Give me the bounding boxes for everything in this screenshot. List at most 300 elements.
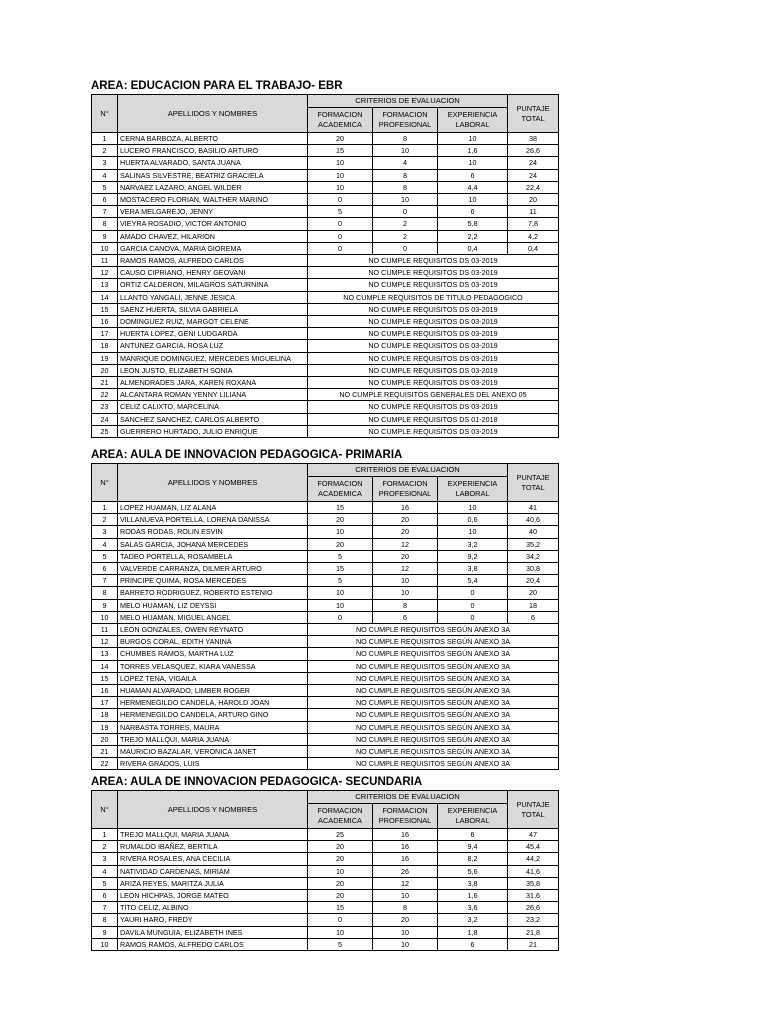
table-row: [92, 340, 559, 352]
table-row: [92, 413, 559, 425]
row-name: TADEO PORTELLA, ROSAMBELA: [118, 550, 308, 562]
row-academic-score: 10: [308, 181, 373, 193]
header-total: [508, 464, 559, 502]
row-name: MOSTACERO FLORIAN, WALTHER MARINO: [118, 194, 308, 206]
row-professional-score: 10: [373, 938, 438, 950]
row-name: LLANTO YANGALI, JENNE JESICA: [118, 291, 308, 303]
header-labor: [438, 804, 508, 829]
row-labor-score: 5,4: [438, 575, 508, 587]
row-number: 7: [92, 575, 118, 587]
row-name: RIVERA GRADOS, LUIS: [118, 758, 308, 770]
row-professional-score: 4: [373, 157, 438, 169]
row-status-message: NO CUMPLE REQUISITOS SEGÚN ANEXO 3A: [308, 746, 559, 758]
row-labor-score: 1,8: [438, 926, 508, 938]
row-name: RUMALDO IBAÑEZ, BERTILA: [118, 841, 308, 853]
table-row: [92, 902, 559, 914]
row-number: 19: [92, 352, 118, 364]
row-professional-score: 8: [373, 169, 438, 181]
row-name: GUERRERO HURTADO, JULIO ENRIQUE: [118, 425, 308, 437]
evaluation-table: [91, 790, 559, 951]
row-academic-score: 20: [308, 841, 373, 853]
row-academic-score: 20: [308, 877, 373, 889]
row-academic-score: 25: [308, 829, 373, 841]
row-number: 5: [92, 181, 118, 193]
row-professional-score: 2: [373, 218, 438, 230]
table-row: [92, 279, 559, 291]
header-academic-line2: ACADEMICA: [318, 120, 362, 129]
row-professional-score: 16: [373, 853, 438, 865]
header-total-line1: PUNTAJE: [516, 799, 550, 809]
table-row: [92, 255, 559, 267]
header-total-line2: TOTAL: [521, 482, 545, 492]
row-name: ARIZA REYES, MARITZA JULIA: [118, 877, 308, 889]
header-academic-line1: FORMACION: [317, 806, 363, 815]
row-status-message: NO CUMPLE REQUISITOS SEGÚN ANEXO 3A: [308, 709, 559, 721]
row-total-score: 41,6: [508, 865, 559, 877]
row-status-message: NO CUMPLE REQUISITOS SEGÚN ANEXO 3A: [308, 685, 559, 697]
row-number: 2: [92, 514, 118, 526]
row-professional-score: 12: [373, 538, 438, 550]
row-status-message: NO CUMPLE REQUISITOS DS 03-2019: [308, 328, 559, 340]
row-number: 4: [92, 169, 118, 181]
row-academic-score: 20: [308, 890, 373, 902]
header-academic-line1: FORMACION: [317, 479, 363, 488]
row-professional-score: 20: [373, 526, 438, 538]
header-criteria: CRITERIOS DE EVALUACION: [308, 791, 508, 804]
table-row: [92, 611, 559, 623]
row-name: HUERTA LOPEZ, GENI LUDGARDA: [118, 328, 308, 340]
row-labor-score: 0: [438, 587, 508, 599]
table-row: [92, 938, 559, 950]
row-professional-score: 26: [373, 865, 438, 877]
row-number: 8: [92, 218, 118, 230]
row-number: 10: [92, 611, 118, 623]
table-row: [92, 328, 559, 340]
row-name: LOPEZ TENA, VIGAILA: [118, 672, 308, 684]
row-number: 9: [92, 230, 118, 242]
row-total-score: 7,8: [508, 218, 559, 230]
row-academic-score: 10: [308, 599, 373, 611]
row-name: BURGOS CORAL, EDITH YANINA: [118, 636, 308, 648]
row-name: AMADO CHAVEZ, HILARION: [118, 230, 308, 242]
row-labor-score: 0,6: [438, 514, 508, 526]
table-row: [92, 242, 559, 254]
row-professional-score: 20: [373, 550, 438, 562]
table-row: [92, 526, 559, 538]
row-professional-score: 10: [373, 587, 438, 599]
row-number: 13: [92, 279, 118, 291]
row-name: HERMENEGILDO CANDELA, HAROLD JOAN: [118, 697, 308, 709]
row-total-score: 22,4: [508, 181, 559, 193]
area-title: AREA: EDUCACION PARA EL TRABAJO- EBR: [91, 80, 343, 92]
row-labor-score: 10: [438, 502, 508, 514]
row-academic-score: 10: [308, 157, 373, 169]
row-total-score: 20: [508, 587, 559, 599]
row-academic-score: 0: [308, 230, 373, 242]
table-row: [92, 206, 559, 218]
row-total-score: 26,6: [508, 902, 559, 914]
row-academic-score: 10: [308, 169, 373, 181]
header-academic: [308, 804, 373, 829]
row-number: 18: [92, 709, 118, 721]
row-name: ALCANTARA ROMAN YENNY LILIANA: [118, 389, 308, 401]
row-academic-score: 15: [308, 563, 373, 575]
table-row: [92, 829, 559, 841]
row-name: GARCIA CANOVA, MARIA GIOREMA: [118, 242, 308, 254]
row-name: SALINAS SILVESTRE, BEATRIZ GRACIELA: [118, 169, 308, 181]
row-professional-score: 0: [373, 206, 438, 218]
header-labor-line2: LABORAL: [455, 120, 490, 129]
evaluation-section: [91, 775, 558, 951]
row-total-score: 21: [508, 938, 559, 950]
row-number: 22: [92, 758, 118, 770]
header-academic: [308, 477, 373, 502]
row-number: 1: [92, 502, 118, 514]
row-status-message: NO CUMPLE REQUISITOS SEGÚN ANEXO 3A: [308, 733, 559, 745]
row-status-message: NO CUMPLE REQUISITOS SEGÚN ANEXO 3A: [308, 721, 559, 733]
row-professional-score: 16: [373, 841, 438, 853]
row-number: 5: [92, 877, 118, 889]
row-name: NARVAEZ LAZARO, ANGEL WILDER: [118, 181, 308, 193]
evaluation-section: [91, 448, 558, 770]
row-number: 11: [92, 255, 118, 267]
row-labor-score: 3,2: [438, 538, 508, 550]
evaluation-table: [91, 94, 559, 438]
table-row: [92, 624, 559, 636]
row-name: RODAS RODAS, ROLIN ESVIN: [118, 526, 308, 538]
row-name: TREJO MALLQUI, MARIA JUANA: [118, 829, 308, 841]
row-professional-score: 16: [373, 829, 438, 841]
row-name: VILLANUEVA PORTELLA, LORENA DANISSA: [118, 514, 308, 526]
row-professional-score: 10: [373, 194, 438, 206]
row-status-message: NO CUMPLE REQUISITOS DS 03-2019: [308, 425, 559, 437]
row-labor-score: 0,4: [438, 242, 508, 254]
row-academic-score: 10: [308, 926, 373, 938]
row-status-message: NO CUMPLE REQUISITOS DS 03-2019: [308, 340, 559, 352]
header-labor-line1: EXPERIENCIA: [447, 479, 498, 488]
row-name: SAENZ HUERTA, SILVIA GABRIELA: [118, 303, 308, 315]
row-number: 11: [92, 624, 118, 636]
row-professional-score: 20: [373, 514, 438, 526]
row-number: 1: [92, 829, 118, 841]
row-total-score: 20: [508, 194, 559, 206]
header-labor-line2: LABORAL: [455, 489, 490, 498]
row-number: 19: [92, 721, 118, 733]
row-number: 25: [92, 425, 118, 437]
row-name: VERA MELGAREJO, JENNY: [118, 206, 308, 218]
row-name: HUERTA ALVARADO, SANTA JUANA: [118, 157, 308, 169]
table-row: [92, 502, 559, 514]
table-row: [92, 746, 559, 758]
row-professional-score: 12: [373, 563, 438, 575]
row-number: 9: [92, 599, 118, 611]
header-number: N°: [92, 95, 118, 133]
row-name: MELO HUAMAN, MIGUEL ANGEL: [118, 611, 308, 623]
table-row: [92, 709, 559, 721]
header-academic-line2: ACADEMICA: [318, 489, 362, 498]
header-name: APELLIDOS Y NOMBRES: [118, 95, 308, 133]
table-row: [92, 230, 559, 242]
row-number: 12: [92, 267, 118, 279]
header-number: N°: [92, 464, 118, 502]
row-number: 4: [92, 865, 118, 877]
header-academic: [308, 108, 373, 133]
row-total-score: 20,4: [508, 575, 559, 587]
header-professional-line2: PROFESIONAL: [378, 120, 432, 129]
row-professional-score: 8: [373, 902, 438, 914]
row-name: ANTUNEZ GARCIA, ROSA LUZ: [118, 340, 308, 352]
row-name: MANRIQUE DOMINGUEZ, MERCEDES MIGUELINA: [118, 352, 308, 364]
row-number: 22: [92, 389, 118, 401]
row-professional-score: 10: [373, 890, 438, 902]
header-total-line2: TOTAL: [521, 809, 545, 819]
row-labor-score: 5,6: [438, 865, 508, 877]
row-total-score: 35,2: [508, 538, 559, 550]
header-name: APELLIDOS Y NOMBRES: [118, 791, 308, 829]
row-status-message: NO CUMPLE REQUISITOS SEGÚN ANEXO 3A: [308, 660, 559, 672]
row-professional-score: 2: [373, 230, 438, 242]
row-name: RAMOS RAMOS, ALFREDO CARLOS: [118, 255, 308, 267]
row-labor-score: 5,8: [438, 218, 508, 230]
row-number: 5: [92, 550, 118, 562]
header-professional-line1: FORMACION: [382, 479, 428, 488]
table-row: [92, 377, 559, 389]
evaluation-section: [91, 79, 558, 438]
row-name: CERNA BARBOZA, ALBERTO: [118, 133, 308, 145]
row-name: LUCERO FRANCISCO, BASILIO ARTURO: [118, 145, 308, 157]
row-name: PRINCIPE QUIMA, ROSA MERCEDES: [118, 575, 308, 587]
table-row: [92, 389, 559, 401]
row-professional-score: 8: [373, 133, 438, 145]
header-academic-line1: FORMACION: [317, 110, 363, 119]
row-academic-score: 10: [308, 865, 373, 877]
table-row: [92, 169, 559, 181]
row-professional-score: 10: [373, 575, 438, 587]
row-name: DOMINGUEZ RUIZ, MARGOT CELENE: [118, 316, 308, 328]
row-name: NARBASTA TORRES, MAURA: [118, 721, 308, 733]
row-total-score: 11: [508, 206, 559, 218]
row-status-message: NO CUMPLE REQUISITOS DS 03-2019: [308, 401, 559, 413]
row-status-message: NO CUMPLE REQUISITOS SEGÚN ANEXO 3A: [308, 697, 559, 709]
row-number: 2: [92, 145, 118, 157]
row-number: 14: [92, 660, 118, 672]
row-number: 4: [92, 538, 118, 550]
table-row: [92, 218, 559, 230]
table-row: [92, 157, 559, 169]
row-academic-score: 0: [308, 914, 373, 926]
row-labor-score: 10: [438, 133, 508, 145]
header-row: [92, 791, 559, 804]
header-row: [92, 95, 559, 108]
row-total-score: 44,2: [508, 853, 559, 865]
header-total-line1: PUNTAJE: [516, 103, 550, 113]
row-name: VALVERDE CARRANZA, DILMER ARTURO: [118, 563, 308, 575]
row-academic-score: 10: [308, 587, 373, 599]
row-name: NATIVIDAD CARDENAS, MIRIAM: [118, 865, 308, 877]
area-title: AREA: AULA DE INNOVACION PEDAGOGICA- PRIMARIA: [91, 449, 403, 461]
row-name: LEON GONZALES, OWEN REYNATO: [118, 624, 308, 636]
table-row: [92, 514, 559, 526]
row-academic-score: 20: [308, 538, 373, 550]
row-total-score: 0,4: [508, 242, 559, 254]
row-name: RAMOS RAMOS, ALFREDO CARLOS: [118, 938, 308, 950]
row-labor-score: 3,8: [438, 877, 508, 889]
row-total-score: 35,8: [508, 877, 559, 889]
table-row: [92, 303, 559, 315]
row-professional-score: 8: [373, 599, 438, 611]
row-name: RIVERA ROSALES, ANA CECILIA: [118, 853, 308, 865]
row-academic-score: 0: [308, 242, 373, 254]
table-row: [92, 316, 559, 328]
table-row: [92, 890, 559, 902]
header-professional-line2: PROFESIONAL: [378, 816, 432, 825]
row-status-message: NO CUMPLE REQUISITOS DS 03-2019: [308, 352, 559, 364]
row-name: CAUSO CIPRIANO, HENRY GEOVANI: [118, 267, 308, 279]
row-status-message: NO CUMPLE REQUISITOS GENERALES DEL ANEXO 05: [308, 389, 559, 401]
row-academic-score: 20: [308, 514, 373, 526]
row-number: 8: [92, 914, 118, 926]
header-labor-line2: LABORAL: [455, 816, 490, 825]
row-professional-score: 16: [373, 502, 438, 514]
table-row: [92, 401, 559, 413]
header-labor: [438, 108, 508, 133]
row-status-message: NO CUMPLE REQUISITOS DS 01-2018: [308, 413, 559, 425]
row-number: 6: [92, 194, 118, 206]
row-status-message: NO CUMPLE REQUISITOS DS 03-2019: [308, 303, 559, 315]
row-total-score: 18: [508, 599, 559, 611]
row-labor-score: 0: [438, 611, 508, 623]
table-row: [92, 352, 559, 364]
row-professional-score: 10: [373, 926, 438, 938]
row-professional-score: 12: [373, 877, 438, 889]
header-total-line2: TOTAL: [521, 113, 545, 123]
row-total-score: 40: [508, 526, 559, 538]
row-labor-score: 3,2: [438, 914, 508, 926]
table-row: [92, 685, 559, 697]
table-row: [92, 636, 559, 648]
table-row: [92, 721, 559, 733]
row-number: 18: [92, 340, 118, 352]
row-number: 3: [92, 526, 118, 538]
row-number: 3: [92, 157, 118, 169]
row-number: 12: [92, 636, 118, 648]
row-total-score: 26,6: [508, 145, 559, 157]
header-labor: [438, 477, 508, 502]
row-status-message: NO CUMPLE REQUISITOS DE TITULO PEDAGOGICO: [308, 291, 559, 303]
table-row: [92, 672, 559, 684]
row-number: 8: [92, 587, 118, 599]
header-row: [92, 464, 559, 477]
table-row: [92, 853, 559, 865]
row-number: 14: [92, 291, 118, 303]
row-total-score: 23,2: [508, 914, 559, 926]
row-number: 6: [92, 563, 118, 575]
row-labor-score: 6: [438, 938, 508, 950]
header-number: N°: [92, 791, 118, 829]
row-labor-score: 3,6: [438, 902, 508, 914]
row-name: LEON HICHPAS, JORGE MATEO: [118, 890, 308, 902]
header-professional-line1: FORMACION: [382, 806, 428, 815]
row-number: 9: [92, 926, 118, 938]
row-name: TITO CELIZ, ALBINO: [118, 902, 308, 914]
row-status-message: NO CUMPLE REQUISITOS SEGÚN ANEXO 3A: [308, 636, 559, 648]
row-professional-score: 10: [373, 145, 438, 157]
table-row: [92, 550, 559, 562]
header-labor-line1: EXPERIENCIA: [447, 110, 498, 119]
table-row: [92, 660, 559, 672]
table-row: [92, 648, 559, 660]
row-number: 1: [92, 133, 118, 145]
row-academic-score: 5: [308, 206, 373, 218]
row-total-score: 47: [508, 829, 559, 841]
row-name: DAVILA MUNGUIA, ELIZABETH INES: [118, 926, 308, 938]
row-total-score: 41: [508, 502, 559, 514]
row-number: 10: [92, 938, 118, 950]
row-labor-score: 9,4: [438, 841, 508, 853]
table-row: [92, 865, 559, 877]
row-status-message: NO CUMPLE REQUISITOS DS 03-2019: [308, 377, 559, 389]
table-row: [92, 575, 559, 587]
row-status-message: NO CUMPLE REQUISITOS DS 03-2019: [308, 267, 559, 279]
row-labor-score: 1,6: [438, 890, 508, 902]
row-number: 6: [92, 890, 118, 902]
header-labor-line1: EXPERIENCIA: [447, 806, 498, 815]
row-total-score: 45,4: [508, 841, 559, 853]
table-row: [92, 587, 559, 599]
row-academic-score: 5: [308, 575, 373, 587]
table-row: [92, 181, 559, 193]
row-number: 15: [92, 672, 118, 684]
row-labor-score: 6: [438, 206, 508, 218]
row-professional-score: 0: [373, 242, 438, 254]
row-number: 7: [92, 206, 118, 218]
row-number: 23: [92, 401, 118, 413]
row-total-score: 40,6: [508, 514, 559, 526]
table-row: [92, 926, 559, 938]
table-row: [92, 758, 559, 770]
row-status-message: NO CUMPLE REQUISITOS SEGÚN ANEXO 3A: [308, 648, 559, 660]
row-status-message: NO CUMPLE REQUISITOS SEGÚN ANEXO 3A: [308, 624, 559, 636]
row-number: 16: [92, 316, 118, 328]
table-row: [92, 145, 559, 157]
row-labor-score: 6: [438, 829, 508, 841]
row-labor-score: 4,4: [438, 181, 508, 193]
header-total: [508, 95, 559, 133]
row-name: HUAMAN ALVARADO, LIMBER ROGER: [118, 685, 308, 697]
header-total: [508, 791, 559, 829]
row-total-score: 24: [508, 169, 559, 181]
row-academic-score: 0: [308, 218, 373, 230]
header-academic-line2: ACADEMICA: [318, 816, 362, 825]
table-row: [92, 877, 559, 889]
row-academic-score: 10: [308, 526, 373, 538]
row-academic-score: 0: [308, 194, 373, 206]
table-row: [92, 697, 559, 709]
row-name: TORRES VELASQUEZ, KIARA VANESSA: [118, 660, 308, 672]
table-row: [92, 425, 559, 437]
row-number: 24: [92, 413, 118, 425]
row-status-message: NO CUMPLE REQUISITOS DS 03-2019: [308, 279, 559, 291]
area-title: AREA: AULA DE INNOVACION PEDAGOGICA- SECUNDARIA: [91, 776, 423, 788]
table-row: [92, 194, 559, 206]
table-row: [92, 914, 559, 926]
row-academic-score: 20: [308, 853, 373, 865]
table-row: [92, 291, 559, 303]
row-academic-score: 15: [308, 902, 373, 914]
row-number: 20: [92, 364, 118, 376]
evaluation-table: [91, 463, 559, 770]
header-professional-line1: FORMACION: [382, 110, 428, 119]
